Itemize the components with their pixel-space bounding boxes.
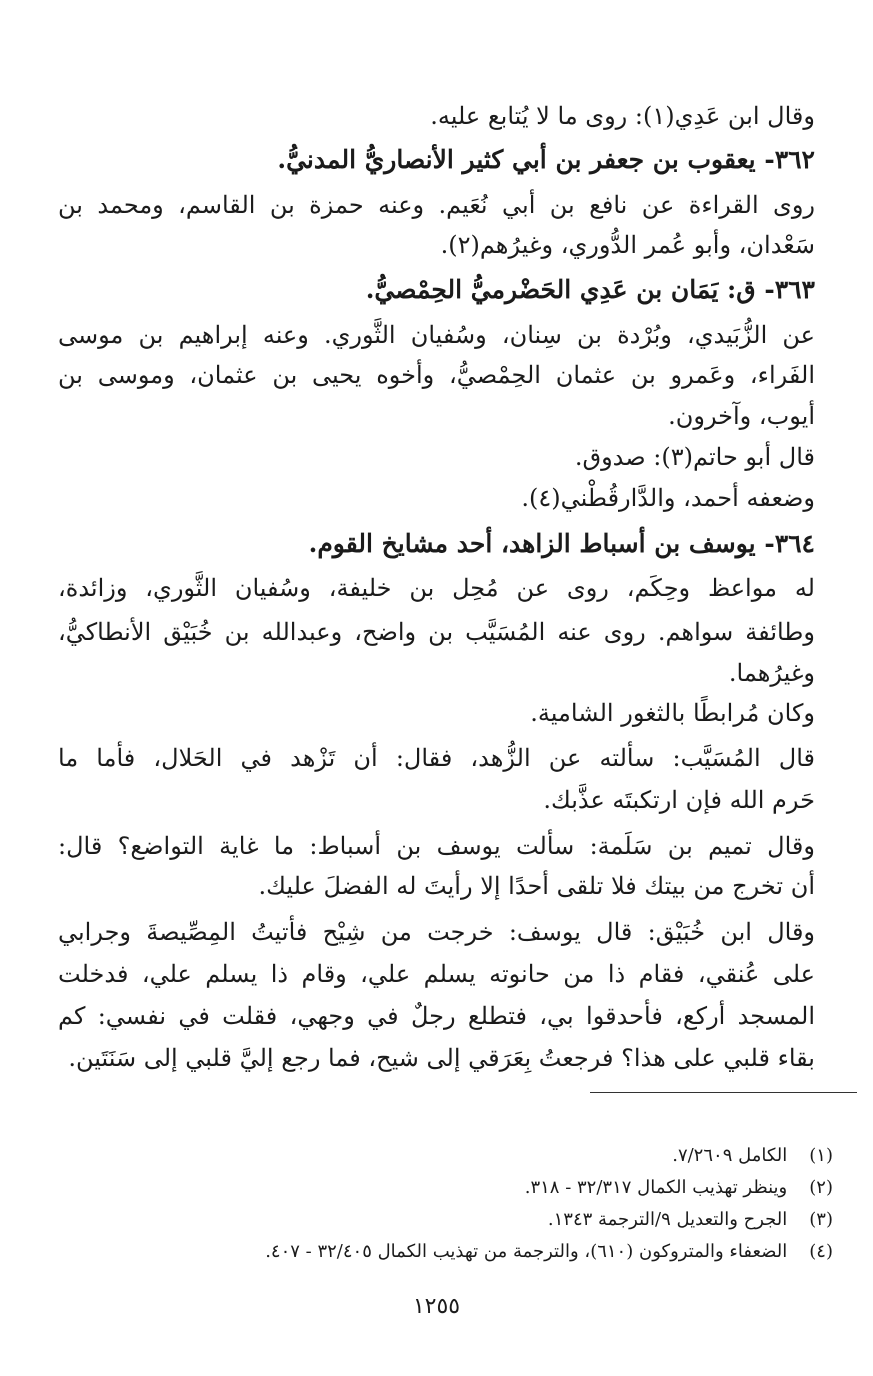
footnote-text: وينظر تهذيب الكمال ٣٢/٣١٧ - ٣١٨. bbox=[524, 1177, 788, 1198]
text-line: روى القراءة عن نافع بن أبي نُعَيم. وعنه حمزة بن القاسم، ومحمد بن bbox=[58, 191, 815, 219]
footnote-text: الضعفاء والمتروكون (٦١٠)، والترجمة من تهذيب الكمال ٣٢/٤٠٥ - ٤٠٧. bbox=[265, 1241, 788, 1262]
text-line: وطائفة سواهم. روى عنه المُسَيَّب بن واضح، وعبدالله بن خُبَيْق الأنطاكيُّ، bbox=[58, 618, 815, 646]
text-line: وضعفه أحمد، والدَّارقُطْني(٤). bbox=[521, 484, 815, 512]
text-line: حَرم الله فإن ارتكبتَه عذَّبك. bbox=[543, 786, 815, 814]
footnote-number: (٤) bbox=[809, 1241, 833, 1262]
text-line: وكان مُرابطًا بالثغور الشامية. bbox=[530, 699, 815, 727]
entry-heading: ٣٦٣- ق: يَمَان بن عَدِي الحَضْرميُّ الحِمْصيُّ. bbox=[365, 275, 815, 304]
text-line: وقال تميم بن سَلَمة: سألت يوسف بن أسباط: ما غاية التواضع؟ قال: bbox=[58, 832, 815, 860]
text-line: على عُنقي، فقام ذا من حانوته يسلم علي، وقام ذا يسلم علي، فدخلت bbox=[58, 960, 815, 988]
text-line: سَعْدان، وأبو عُمر الدُّوري، وغيرُهم(٢). bbox=[440, 231, 815, 259]
footnote-text: الكامل ٧/٢٦٠٩. bbox=[672, 1145, 788, 1166]
footnote-separator bbox=[590, 1092, 857, 1093]
footnote-text: الجرح والتعديل ٩/الترجمة ١٣٤٣. bbox=[547, 1209, 788, 1230]
text-line: وغيرُهما. bbox=[728, 659, 815, 687]
entry-heading: ٣٦٢- يعقوب بن جعفر بن أبي كثير الأنصاريُّ المدنيُّ. bbox=[277, 145, 815, 174]
text-line: وقال ابن خُبَيْق: قال يوسف: خرجت من شِيْح فأتيتُ المِصِّيصةَ وجرابي bbox=[58, 918, 815, 946]
footnote-number: (٣) bbox=[809, 1209, 833, 1230]
footnote bbox=[73, 1238, 833, 1266]
text-line: له مواعظ وحِكَم، روى عن مُحِل بن خليفة، وسُفيان الثَّوري، وزائدة، bbox=[58, 574, 815, 602]
footnote-number: (١) bbox=[809, 1145, 833, 1166]
text-line: قال المُسَيَّب: سألته عن الزُّهد، فقال: أن تَزْهد في الحَلال، فأما ما bbox=[58, 744, 815, 772]
text-line: قال أبو حاتم(٣): صدوق. bbox=[574, 443, 815, 471]
text-line: المسجد أركع، فأحدقوا بي، فتطلع رجلٌ في وجهي، فقلت في نفسي: كم bbox=[58, 1002, 815, 1030]
page-number: ١٢٥٥ bbox=[412, 1294, 461, 1319]
text-line: عن الزُّبَيدي، وبُرْدة بن سِنان، وسُفيان الثَّوري. وعنه إبراهيم بن موسى bbox=[58, 321, 815, 349]
footnote-number: (٢) bbox=[809, 1177, 833, 1198]
text-line: الفَراء، وعَمرو بن عثمان الحِمْصيُّ، وأخوه يحيى بن عثمان، وموسى بن bbox=[58, 361, 815, 389]
footnote bbox=[73, 1142, 833, 1170]
entry-heading: ٣٦٤- يوسف بن أسباط الزاهد، أحد مشايخ القوم. bbox=[308, 529, 815, 558]
footnote bbox=[73, 1174, 833, 1202]
footnote bbox=[73, 1206, 833, 1234]
text-line: أن تخرج من بيتك فلا تلقى أحدًا إلا رأيتَ له الفضلَ عليك. bbox=[258, 872, 815, 900]
text-line: بقاء قلبي على هذا؟ فرجعتُ بِعَرَقي إلى شيح، فما رجع إليَّ قلبي إلى سَنَتَين. bbox=[68, 1044, 815, 1072]
text-line: أيوب، وآخرون. bbox=[668, 402, 815, 430]
text-line: وقال ابن عَدِي(١): روى ما لا يُتابع عليه. bbox=[430, 102, 815, 130]
